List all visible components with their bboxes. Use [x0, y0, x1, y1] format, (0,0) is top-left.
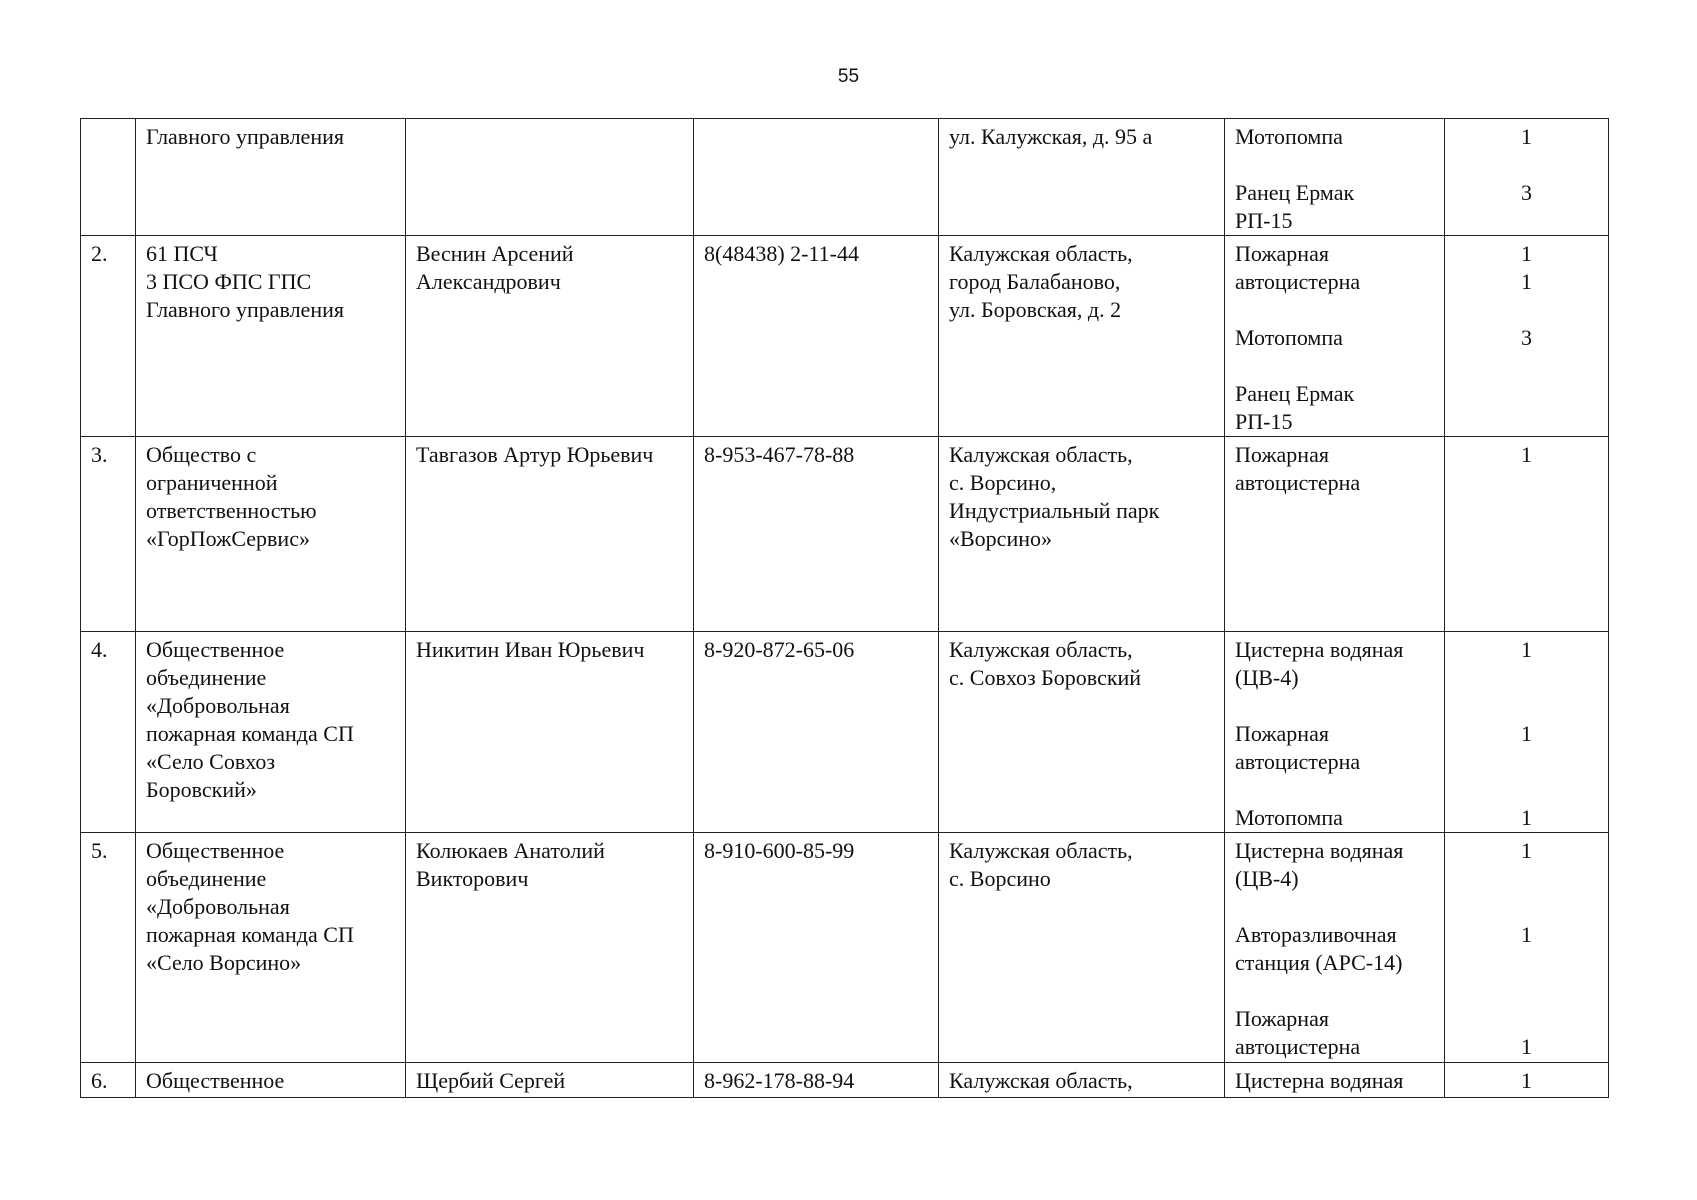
equipment-name: Цистерна водяная — [1235, 1068, 1404, 1093]
person-line: Тавгазов Артур Юрьевич — [416, 442, 654, 467]
organization-cell — [136, 236, 406, 437]
address-line: Калужская область, — [949, 442, 1133, 467]
equipment-name: автоцистерна — [1235, 470, 1361, 495]
equipment-name: РП-15 — [1235, 409, 1293, 434]
address-line: Калужская область, — [949, 1068, 1133, 1093]
equipment-qty: 1 — [1521, 1034, 1532, 1059]
address-cell — [939, 437, 1225, 632]
address-line: с. Совхоз Боровский — [949, 665, 1142, 690]
address-line: Калужская область, — [949, 838, 1133, 863]
phone-cell: 8-910-600-85-99 — [694, 833, 939, 1063]
organization-line: Боровский» — [146, 777, 257, 802]
phone-cell — [694, 119, 939, 236]
equipment-name: станция (АРС-14) — [1235, 950, 1403, 975]
organization-line: «Добровольная — [146, 693, 290, 718]
equipment-name: (ЦВ-4) — [1235, 665, 1299, 690]
organization-line: «Село Ворсино» — [146, 950, 302, 975]
equipment-qty: 1 — [1521, 721, 1532, 746]
address-line: Индустриальный парк — [949, 498, 1160, 523]
table-row — [81, 833, 1609, 1063]
person-line: Колюкаев Анатолий — [416, 838, 605, 863]
table-row — [81, 119, 1609, 236]
address-cell — [939, 1063, 1225, 1098]
table-row — [81, 437, 1609, 632]
row-number: 4. — [81, 632, 136, 833]
person-line: Веснин Арсений — [416, 241, 574, 266]
address-line: с. Ворсино — [949, 866, 1051, 891]
organization-line: «Село Совхоз — [146, 749, 276, 774]
organization-line: «ГорПожСервис» — [146, 526, 310, 551]
row-number: 5. — [81, 833, 136, 1063]
quantity-cell — [1445, 437, 1609, 632]
equipment-qty: 1 — [1521, 124, 1532, 149]
equipment-name: Ранец Ермак — [1235, 381, 1355, 406]
quantity-cell — [1445, 833, 1609, 1063]
organization-line: Главного управления — [146, 124, 344, 149]
organization-line: «Добровольная — [146, 894, 290, 919]
equipment-cell — [1225, 1063, 1445, 1098]
equipment-cell — [1225, 236, 1445, 437]
address-line: Калужская область, — [949, 241, 1133, 266]
equipment-qty: 3 — [1521, 325, 1532, 350]
organization-line: 61 ПСЧ — [146, 241, 218, 266]
equipment-qty: 1 — [1521, 442, 1532, 467]
equipment-name: автоцистерна — [1235, 1034, 1361, 1059]
equipment-name: РП-15 — [1235, 208, 1293, 233]
equipment-name: автоцистерна — [1235, 749, 1361, 774]
page-number: 55 — [837, 66, 860, 87]
address-cell — [939, 236, 1225, 437]
equipment-table — [80, 118, 1609, 1098]
equipment-name: Мотопомпа — [1235, 805, 1343, 830]
equipment-qty: 1 — [1521, 269, 1532, 294]
equipment-qty: 3 — [1521, 180, 1532, 205]
person-cell — [406, 437, 694, 632]
row-number — [81, 119, 136, 236]
person-cell — [406, 236, 694, 437]
table-row — [81, 632, 1609, 833]
row-number: 3. — [81, 437, 136, 632]
equipment-qty: 1 — [1521, 838, 1532, 863]
person-cell — [406, 632, 694, 833]
equipment-name: Ранец Ермак — [1235, 180, 1355, 205]
quantity-cell — [1445, 632, 1609, 833]
phone-cell: 8-920-872-65-06 — [694, 632, 939, 833]
organization-line: Общественное — [146, 838, 285, 863]
organization-line: объединение — [146, 665, 267, 690]
organization-cell — [136, 1063, 406, 1098]
equipment-qty: 1 — [1521, 805, 1532, 830]
table-row — [81, 236, 1609, 437]
equipment-qty: 1 — [1521, 637, 1532, 662]
equipment-qty: 1 — [1521, 922, 1532, 947]
person-cell — [406, 1063, 694, 1098]
quantity-cell — [1445, 1063, 1609, 1098]
phone-cell: 8-962-178-88-94 — [694, 1063, 939, 1098]
address-line: ул. Боровская, д. 2 — [949, 297, 1122, 322]
equipment-name: автоцистерна — [1235, 269, 1361, 294]
organization-cell — [136, 119, 406, 236]
quantity-cell — [1445, 119, 1609, 236]
equipment-name: Цистерна водяная — [1235, 838, 1404, 863]
organization-cell — [136, 632, 406, 833]
organization-line: ответственностью — [146, 498, 317, 523]
equipment-name: Цистерна водяная — [1235, 637, 1404, 662]
address-line: город Балабаново, — [949, 269, 1121, 294]
organization-line: 3 ПСО ФПС ГПС — [146, 269, 312, 294]
organization-line: Общественное — [146, 1068, 285, 1093]
equipment-name: Авторазливочная — [1235, 922, 1397, 947]
organization-line: пожарная команда СП — [146, 922, 354, 947]
organization-line: объединение — [146, 866, 267, 891]
organization-line: Общество с — [146, 442, 257, 467]
equipment-cell — [1225, 119, 1445, 236]
person-line: Никитин Иван Юрьевич — [416, 637, 645, 662]
organization-line: ограниченной — [146, 470, 278, 495]
equipment-name: (ЦВ-4) — [1235, 866, 1299, 891]
address-line: ул. Калужская, д. 95 а — [949, 124, 1153, 149]
equipment-cell — [1225, 632, 1445, 833]
address-cell — [939, 119, 1225, 236]
equipment-qty: 1 — [1521, 1068, 1532, 1093]
equipment-name: Пожарная — [1235, 442, 1329, 467]
quantity-cell — [1445, 236, 1609, 437]
equipment-name: Пожарная — [1235, 721, 1329, 746]
organization-line: Главного управления — [146, 297, 344, 322]
equipment-qty: 1 — [1521, 241, 1532, 266]
person-cell — [406, 833, 694, 1063]
phone-cell: 8(48438) 2-11-44 — [694, 236, 939, 437]
person-line: Викторович — [416, 866, 529, 891]
equipment-cell — [1225, 437, 1445, 632]
row-number: 6. — [81, 1063, 136, 1098]
person-cell — [406, 119, 694, 236]
phone-cell: 8-953-467-78-88 — [694, 437, 939, 632]
organization-line: пожарная команда СП — [146, 721, 354, 746]
person-line: Александрович — [416, 269, 561, 294]
equipment-name: Пожарная — [1235, 1006, 1329, 1031]
address-line: Калужская область, — [949, 637, 1133, 662]
address-cell — [939, 632, 1225, 833]
organization-cell — [136, 437, 406, 632]
equipment-cell — [1225, 833, 1445, 1063]
equipment-name: Мотопомпа — [1235, 124, 1343, 149]
organization-line: Общественное — [146, 637, 285, 662]
organization-cell — [136, 833, 406, 1063]
table-row — [81, 1063, 1609, 1098]
address-cell — [939, 833, 1225, 1063]
person-line: Щербий Сергей — [416, 1068, 566, 1093]
equipment-name: Пожарная — [1235, 241, 1329, 266]
equipment-name: Мотопомпа — [1235, 325, 1343, 350]
address-line: с. Ворсино, — [949, 470, 1057, 495]
row-number: 2. — [81, 236, 136, 437]
address-line: «Ворсино» — [949, 526, 1052, 551]
